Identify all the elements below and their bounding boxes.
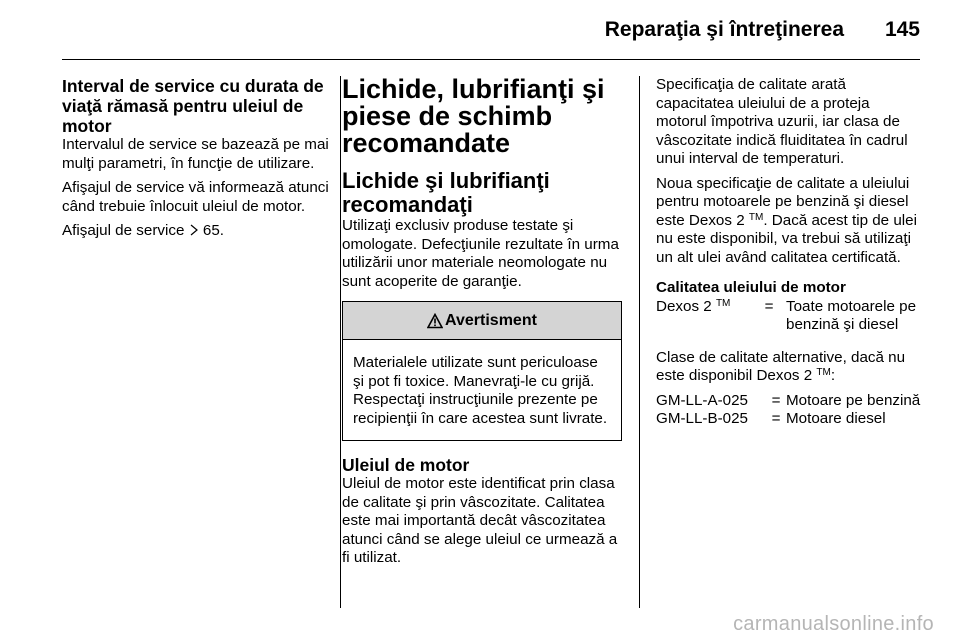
- spec-value: Toate motoarele pe benzină şi diesel: [786, 297, 917, 333]
- warning-body: [343, 340, 621, 440]
- watermark: carmanualsonline.info: [733, 613, 934, 635]
- service-interval-heading: Interval de service cu durata de viaţă rămasă pentru uleiul de motor: [62, 76, 324, 136]
- engine-oil-heading: Uleiul de motor: [342, 455, 470, 475]
- spec-key: Dexos 2 ™: [656, 297, 731, 315]
- header-divider: [62, 59, 920, 60]
- dexos-spec-row: [656, 298, 924, 335]
- column-divider-2: [639, 76, 640, 608]
- dexos-spec-text: [656, 175, 924, 268]
- trademark-symbol: TM: [715, 297, 731, 309]
- warning-box: [342, 301, 622, 441]
- service-interval-p1: Intervalul de service se bazează pe mai mulţi parametri, în funcţie de utilizare.: [62, 136, 329, 172]
- alternative-classes-text: [656, 349, 924, 386]
- service-interval-p2: Afişajul de service vă informează atunci când trebuie înlocuit uleiul de motor.: [62, 179, 329, 215]
- fluids-title: Lichide, lubrifianţi şi piese de schimb recomandate: [342, 74, 605, 158]
- spec-equals: =: [764, 297, 774, 315]
- spec-key: GM-LL-A-025: [656, 391, 749, 409]
- oil-quality-heading: Calitatea uleiului de motor: [656, 279, 846, 296]
- alt-spec-row-2: [656, 410, 924, 429]
- spec-value: Motoare diesel: [786, 410, 886, 427]
- column-3: [656, 76, 924, 429]
- spec-value: Motoare pe benzină: [786, 391, 921, 409]
- warning-header: [343, 302, 621, 340]
- fluids-subtitle: Lichide şi lubrifianţi recomandaţi: [342, 168, 550, 217]
- fluids-intro: Utilizaţi exclusiv produse testate şi omologate. Defecţiunile rezultate în urma utilizării unor materiale neomologate nu sunt acoperite de garanţie.: [342, 217, 619, 290]
- quality-spec-text: Specificaţia de calitate arată capacitatea uleiului de a proteja motorul împotriva uzurii, iar clasa de vâscozitate indică fluiditatea în cadrul unui interval de temperaturi.: [656, 76, 908, 167]
- alternative-classes-text-b: :: [830, 367, 836, 384]
- warning-triangle-icon: [427, 313, 443, 329]
- service-display-ref-page[interactable]: 65.: [202, 222, 224, 239]
- service-interval-p3: [62, 222, 330, 241]
- service-display-ref-text: Afişajul de service: [62, 222, 185, 239]
- spec-key: GM-LL-B-025: [656, 410, 749, 427]
- spec-equals: =: [771, 410, 781, 427]
- header-title: Reparaţia şi întreţinerea: [604, 18, 844, 41]
- trademark-symbol: TM: [816, 367, 831, 378]
- trademark-symbol: TM: [748, 211, 764, 223]
- warning-title: Avertisment: [445, 311, 537, 329]
- alt-spec-row-1: [656, 392, 924, 411]
- column-divider-1: [340, 76, 341, 608]
- page-reference-icon: [189, 224, 199, 236]
- dexos-spec-text-b: . Dacă acest tip de ulei nu este disponibil, va trebui să utilizaţi un alt ulei având calitatea certificată.: [656, 211, 917, 266]
- spec-equals: =: [771, 391, 781, 409]
- column-1: [62, 76, 330, 247]
- page-number: 145: [884, 18, 920, 41]
- column-2: [342, 76, 624, 574]
- engine-oil-text: Uleiul de motor este identificat prin clasa de calitate şi prin vâscozitate. Calitatea este mai importantă decât vâscozitatea atunci când se alege uleiul ce urmează a fi utilizat.: [342, 475, 618, 566]
- page-header: [62, 16, 920, 46]
- warning-text: Materialele utilizate sunt periculoase şi pot fi toxice. Manevraţi-le cu grijă. Respectaţi instrucţiunile prezente pe recipienţii în care acestea sunt livrate.: [353, 354, 608, 427]
- dexos-spec-text-a: Noua specificaţie de calitate a uleiului pentru motoarele pe benzină şi diesel este Dexos 2: [656, 174, 910, 229]
- alternative-classes-text-a: Clase de calitate alternative, dacă nu este disponibil Dexos 2: [656, 348, 906, 384]
